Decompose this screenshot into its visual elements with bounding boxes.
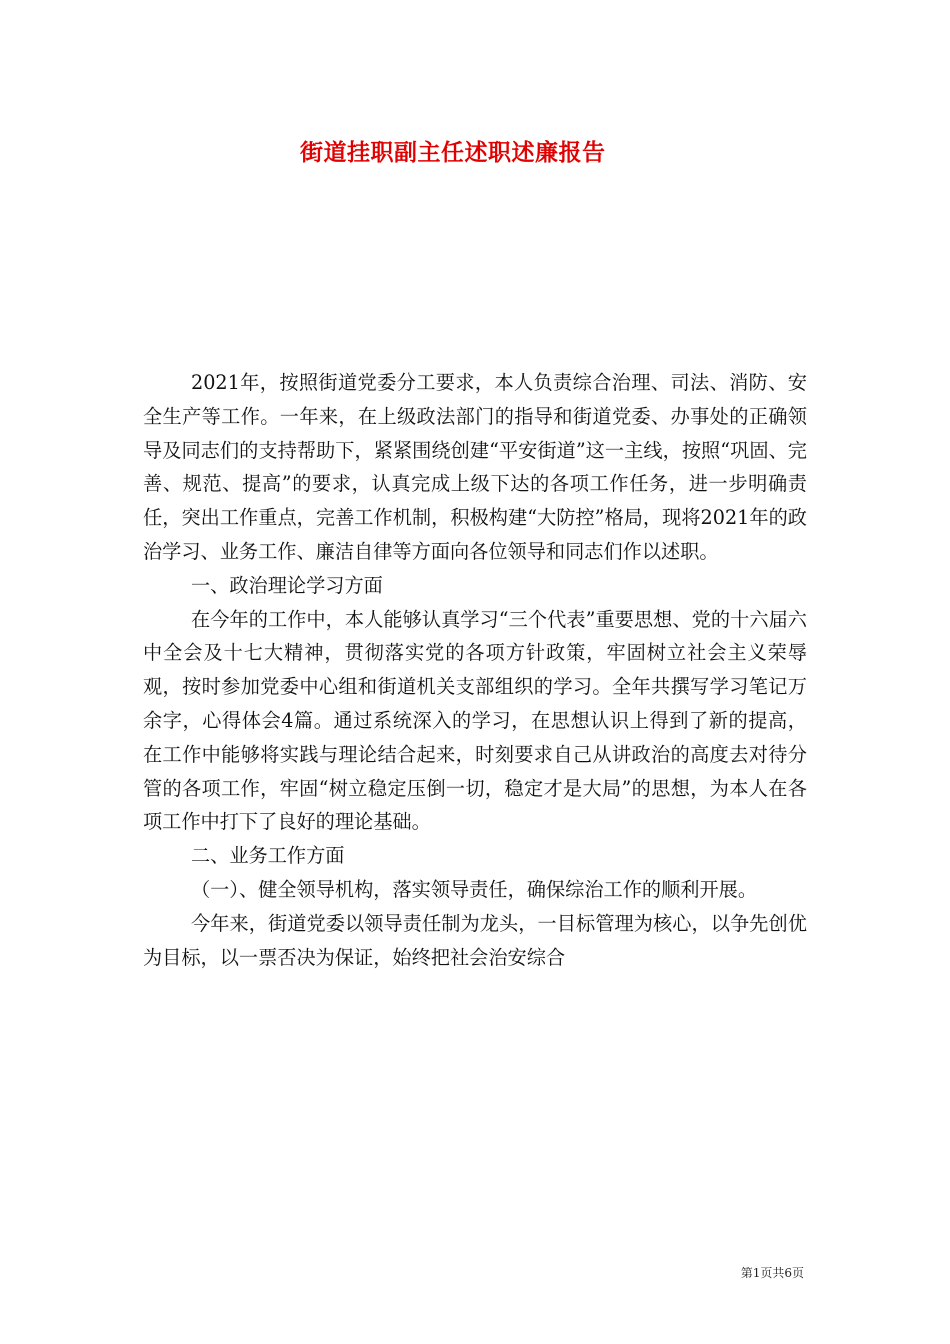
- page-footer: [650, 1264, 804, 1281]
- paragraph-political-study: 在今年的工作中，本人能够认真学习“三个代表”重要思想、党的十六届六中全会及十七大精神，贯彻落实党的各项方针政策，牢固树立社会主义荣辱观，按时参加党委中心组和街道机关支部组织的学习。全年共撰写学习笔记万余字，心得体会4篇。通过系统深入的学习，在思想认识上得到了新的提高，在工作中能够将实践与理论结合起来，时刻要求自己从讲政治的高度去对待分管的各项工作，牢固“树立稳定压倒一切，稳定才是大局”的思想，为本人在各项工作中打下了良好的理论基础。: [143, 607, 807, 834]
- section-heading-business-work: 二、业务工作方面: [191, 844, 345, 868]
- document-body: [143, 366, 807, 974]
- section-heading-political-study: 一、政治理论学习方面: [191, 573, 383, 597]
- document-title: 街道挂职副主任述职述廉报告: [300, 139, 606, 166]
- paragraph-intro: 2021年，按照街道党委分工要求，本人负责综合治理、司法、消防、安全生产等工作。一年来，在上级政法部门的指导和街道党委、办事处的正确领导及同志们的支持帮助下，紧紧围绕创建“平安街道”这一主线，按照“巩固、完善、规范、提高”的要求，认真完成上级下达的各项工作任务，进一步明确责任，突出工作重点，完善工作机制，积极构建“大防控”格局，现将2021年的政治学习、业务工作、廉洁自律等方面向各位领导和同志们作以述职。: [143, 371, 807, 563]
- sub-heading-leadership: （一）、健全领导机构，落实领导责任，确保综治工作的顺利开展。: [191, 877, 758, 901]
- page-number-label: 第1页共6页: [740, 1266, 804, 1280]
- paragraph-leadership: 今年来，街道党委以领导责任制为龙头，一目标管理为核心，以争先创优为目标，以一票否决为保证，始终把社会治安综合: [143, 911, 807, 969]
